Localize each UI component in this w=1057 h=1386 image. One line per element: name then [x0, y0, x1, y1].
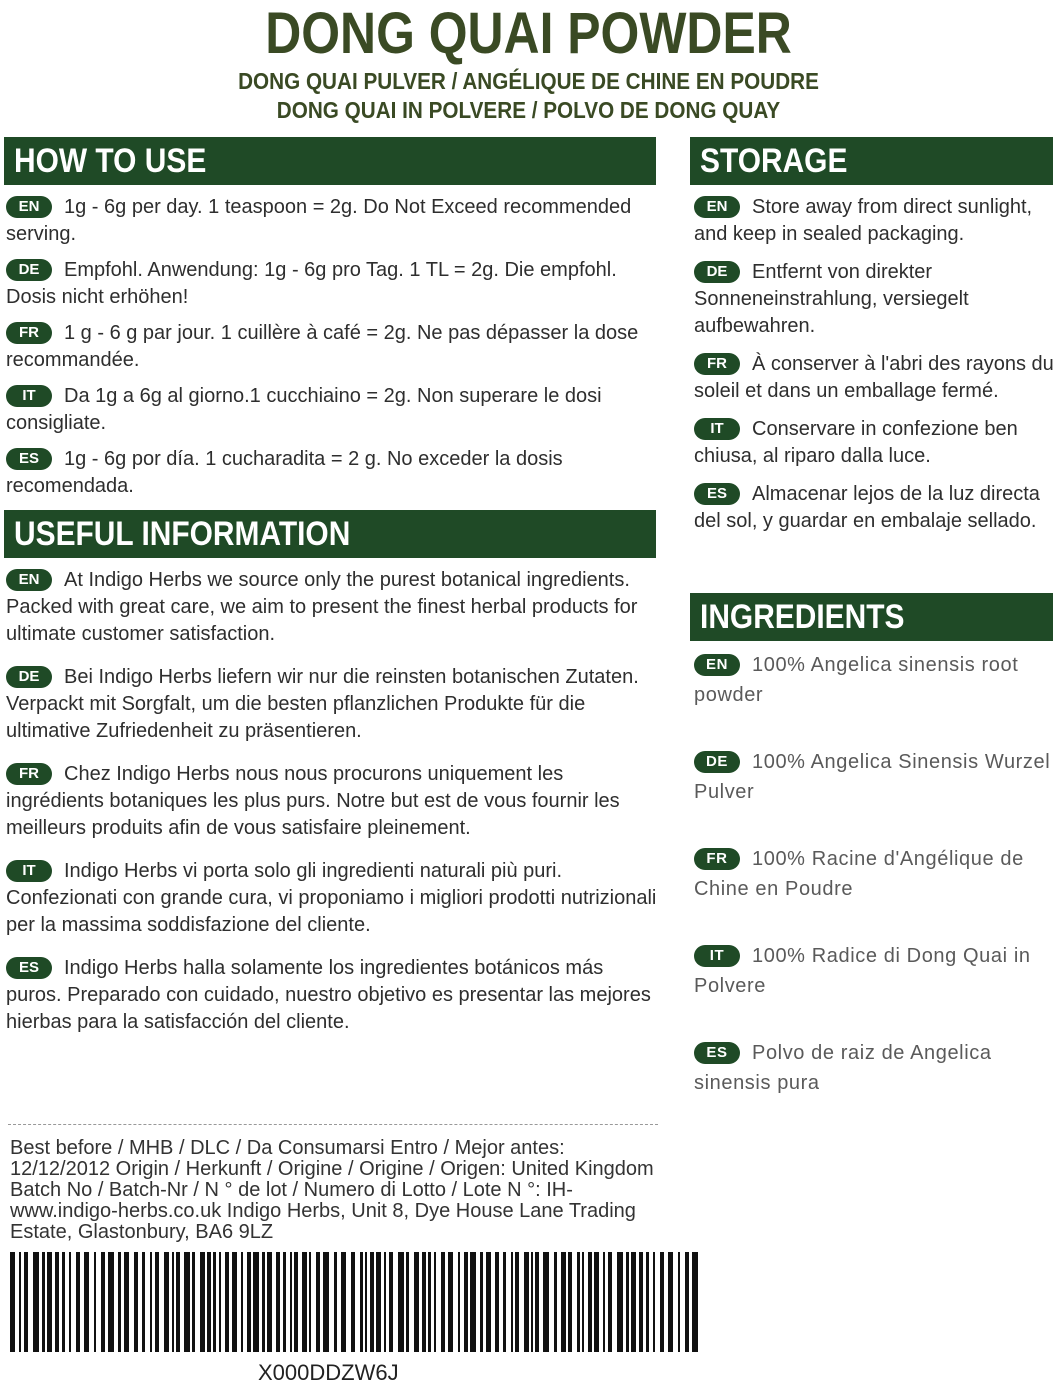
- barcode-bar: [42, 1252, 45, 1352]
- product-title: DONG QUAI POWDER: [265, 1, 792, 66]
- how-to-use-heading: HOW TO USE: [4, 137, 656, 185]
- ingredient-it: IT 100% Radice di Dong Quai in Polvere: [694, 945, 1031, 997]
- barcode-bar: [668, 1252, 673, 1352]
- barcode-bar: [588, 1252, 592, 1352]
- barcode-bar: [639, 1252, 643, 1352]
- barcode-bar: [225, 1252, 229, 1352]
- useful-info-it: IT Indigo Herbs vi porta solo gli ingredienti naturali più puri. Confezionati con grande cura, vi proponiamo i migliori prodotti nutrizionali per la massima soddisfazione del cliente.: [6, 860, 657, 936]
- lang-badge-es: ES: [694, 483, 740, 505]
- storage-de: DE Entfernt von direkter Sonneneinstrahlung, versiegelt aufbewahren.: [694, 261, 969, 337]
- lang-badge-es: ES: [6, 448, 52, 470]
- useful-information-heading: USEFUL INFORMATION: [4, 510, 656, 558]
- barcode-bar: [334, 1252, 337, 1352]
- how-to-use-fr: FR 1 g - 6 g par jour. 1 cuillère à café = 2g. Ne pas dépasser la dose recommandée.: [6, 322, 639, 371]
- barcode-bar: [124, 1252, 129, 1352]
- barcode-bar: [302, 1252, 307, 1352]
- barcode-bar: [283, 1252, 286, 1352]
- barcode-bar: [33, 1252, 39, 1352]
- barcode-bar: [62, 1252, 65, 1352]
- useful-info-de: DE Bei Indigo Herbs liefern wir nur die reinsten botanischen Zutaten. Verpackt mit Sorgfalt, um die besten pflanzlichen Produkte für die ultimative Zufriedenheit zu präsentieren.: [6, 666, 639, 742]
- product-subtitle-1: DONG QUAI PULVER / ANGÉLIQUE DE CHINE EN POUDRE: [238, 68, 819, 94]
- ingredient-fr: FR 100% Racine d'Angélique de Chine en Poudre: [694, 848, 1024, 900]
- barcode-bar: [176, 1252, 180, 1352]
- barcode-bar: [384, 1252, 386, 1352]
- barcode-bar: [568, 1252, 572, 1352]
- barcode-bar: [376, 1252, 381, 1352]
- barcode-bar: [108, 1252, 114, 1352]
- barcode-bar: [577, 1252, 580, 1352]
- lang-badge-fr: FR: [6, 322, 52, 344]
- storage-fr: FR À conserver à l'abri des rayons du soleil et dans un emballage fermé.: [694, 353, 1054, 402]
- lang-badge-en: EN: [694, 654, 740, 676]
- barcode-bar: [150, 1252, 152, 1352]
- barcode-bar: [470, 1252, 476, 1352]
- storage-heading: STORAGE: [690, 137, 1053, 185]
- barcode-bar: [276, 1252, 280, 1352]
- barcode-bar: [200, 1252, 205, 1352]
- barcode-bar: [535, 1252, 539, 1352]
- barcode-bar: [360, 1252, 363, 1352]
- barcode-bar: [511, 1252, 513, 1352]
- barcode-bar: [69, 1252, 71, 1352]
- barcode-bar: [422, 1252, 426, 1352]
- barcode-bar: [365, 1252, 367, 1352]
- lang-badge-en: EN: [694, 196, 740, 218]
- barcode-bar: [241, 1252, 243, 1352]
- barcode-bar: [55, 1252, 59, 1352]
- ingredients-section: [694, 650, 1056, 1098]
- barcode-bar: [267, 1252, 272, 1352]
- lang-badge-es: ES: [6, 957, 52, 979]
- barcode-bar: [464, 1252, 468, 1352]
- lang-badge-es: ES: [694, 1042, 740, 1064]
- useful-info-fr: FR Chez Indigo Herbs nous nous procurons uniquement les ingrédients botaniques les plus purs. Notre but est de vous fournir les meilleurs produits afin de vous satisfaire pleinement.: [6, 763, 620, 839]
- barcode-bar: [495, 1252, 499, 1352]
- lang-badge-fr: FR: [694, 353, 740, 375]
- lang-badge-it: IT: [6, 860, 52, 882]
- barcode-bar: [428, 1252, 431, 1352]
- lang-badge-fr: FR: [6, 763, 52, 785]
- ingredient-de: DE 100% Angelica Sinensis Wurzel Pulver: [694, 751, 1051, 803]
- storage-it: IT Conservare in confezione ben chiusa, al riparo dalla luce.: [694, 418, 1018, 467]
- barcode-bar: [253, 1252, 259, 1352]
- barcode-bar: [134, 1252, 138, 1352]
- barcode-bar: [24, 1252, 28, 1352]
- barcode-bar: [207, 1252, 211, 1352]
- barcode-bar: [515, 1252, 519, 1352]
- barcode-bar: [309, 1252, 311, 1352]
- how-to-use-en: EN 1g - 6g per day. 1 teaspoon = 2g. Do Not Exceed recommended serving.: [6, 196, 632, 245]
- useful-info-en: EN At Indigo Herbs we source only the purest botanical ingredients. Packed with great care, we aim to present the finest herbal products for ultimate customer satisfaction.: [6, 569, 638, 645]
- barcode-bar: [247, 1252, 251, 1352]
- barcode-bar: [441, 1252, 445, 1352]
- barcode-bar: [213, 1252, 216, 1352]
- storage-section: [694, 194, 1056, 535]
- barcode-bar: [631, 1252, 636, 1352]
- barcode-bar: [232, 1252, 237, 1352]
- barcode-bar: [646, 1252, 649, 1352]
- barcode-bar: [531, 1252, 533, 1352]
- barcode-bar: [398, 1252, 404, 1352]
- barcode-number: X000DDZW6J: [258, 1360, 399, 1385]
- barcode-bar: [94, 1252, 96, 1352]
- lang-badge-de: DE: [694, 751, 740, 773]
- barcode-bar: [294, 1252, 298, 1352]
- barcode-bar: [19, 1252, 21, 1352]
- barcode-bar: [503, 1252, 506, 1352]
- barcode-bar: [692, 1252, 698, 1352]
- barcode: [10, 1252, 700, 1352]
- how-to-use-section: [6, 194, 658, 500]
- barcode-bar: [486, 1252, 491, 1352]
- barcode-bar: [184, 1252, 190, 1352]
- barcode-bar: [10, 1252, 15, 1352]
- barcode-bar: [458, 1252, 460, 1352]
- barcode-bar: [594, 1252, 599, 1352]
- footer-divider: [8, 1124, 658, 1125]
- how-to-use-es: ES 1g - 6g por día. 1 cucharadita = 2 g. No exceder la dosis recomendada.: [6, 448, 563, 497]
- useful-info-es: ES Indigo Herbs halla solamente los ingredientes botánicos más puros. Preparado con cuidado, nuestro objetivo es presentar las mejores hierbas para la satisfacción del cliente.: [6, 957, 651, 1033]
- how-to-use-de: DE Empfohl. Anwendung: 1g - 6g pro Tag. 1 TL = 2g. Die empfohl. Dosis nicht erhöhen!: [6, 259, 617, 308]
- lang-badge-de: DE: [6, 259, 52, 281]
- barcode-bar: [626, 1252, 629, 1352]
- how-to-use-it: IT Da 1g a 6g al giorno.1 cucchiaino = 2g. Non superare le dosi consigliate.: [6, 385, 602, 434]
- barcode-bar: [192, 1252, 195, 1352]
- useful-information-section: [6, 567, 658, 1036]
- barcode-bar: [101, 1252, 105, 1352]
- barcode-bar: [47, 1252, 52, 1352]
- barcode-bar: [341, 1252, 346, 1352]
- barcode-bar: [554, 1252, 557, 1352]
- storage-es: ES Almacenar lejos de la luz directa del sol, y guardar en embalaje sellado.: [694, 483, 1040, 532]
- barcode-bar: [389, 1252, 393, 1352]
- barcode-bar: [660, 1252, 664, 1352]
- barcode-bar: [164, 1252, 169, 1352]
- barcode-bar: [76, 1252, 80, 1352]
- barcode-bar: [155, 1252, 159, 1352]
- ingredient-en: EN 100% Angelica sinensis root powder: [694, 654, 1019, 706]
- barcode-bar: [316, 1252, 320, 1352]
- lang-badge-de: DE: [694, 261, 740, 283]
- barcode-bar: [653, 1252, 655, 1352]
- barcode-bar: [561, 1252, 566, 1352]
- barcode-bar: [414, 1252, 419, 1352]
- lang-badge-it: IT: [6, 385, 52, 407]
- barcode-bar: [678, 1252, 680, 1352]
- storage-en: EN Store away from direct sunlight, and keep in sealed packaging.: [694, 196, 1033, 245]
- barcode-bar: [142, 1252, 145, 1352]
- barcode-bar: [480, 1252, 483, 1352]
- barcode-bar: [219, 1252, 221, 1352]
- barcode-bar: [524, 1252, 529, 1352]
- barcode-bar: [448, 1252, 453, 1352]
- barcode-bar: [543, 1252, 549, 1352]
- barcode-bar: [608, 1252, 612, 1352]
- barcode-bar: [323, 1252, 329, 1352]
- barcode-bar: [84, 1252, 89, 1352]
- product-subtitle-2: DONG QUAI IN POLVERE / POLVO DE DONG QUAY: [276, 97, 781, 123]
- lang-badge-en: EN: [6, 569, 52, 591]
- ingredient-es: ES Polvo de raiz de Angelica sinensis pura: [694, 1042, 992, 1094]
- lang-badge-it: IT: [694, 945, 740, 967]
- best-before-text: Best before / MHB / DLC / Da Consumarsi Entro / Mejor antes: 12/12/2012 Origin / Herkunft / Origine / Origine / Origen: United Kingdom Batch No / Batch-Nr / N ° de lot / Numero di Lotto / Lote N °: IH- www.indigo-herbs.co.uk Indigo Herbs, Unit 8, Dye House Lane Trading Estate, Glastonbury, BA6 9LZ: [10, 1137, 654, 1243]
- lang-badge-en: EN: [6, 196, 52, 218]
- barcode-bar: [582, 1252, 584, 1352]
- barcode-bar: [351, 1252, 355, 1352]
- barcode-bar: [617, 1252, 623, 1352]
- barcode-bar: [262, 1252, 265, 1352]
- barcode-bar: [406, 1252, 409, 1352]
- barcode-bar: [290, 1252, 292, 1352]
- barcode-bar: [603, 1252, 605, 1352]
- lang-badge-de: DE: [6, 666, 52, 688]
- lang-badge-it: IT: [694, 418, 740, 440]
- barcode-bar: [370, 1252, 374, 1352]
- lang-badge-fr: FR: [694, 848, 740, 870]
- barcode-bar: [685, 1252, 689, 1352]
- barcode-bar: [172, 1252, 174, 1352]
- barcode-bar: [434, 1252, 436, 1352]
- ingredients-heading: INGREDIENTS: [690, 593, 1053, 641]
- barcode-bar: [118, 1252, 121, 1352]
